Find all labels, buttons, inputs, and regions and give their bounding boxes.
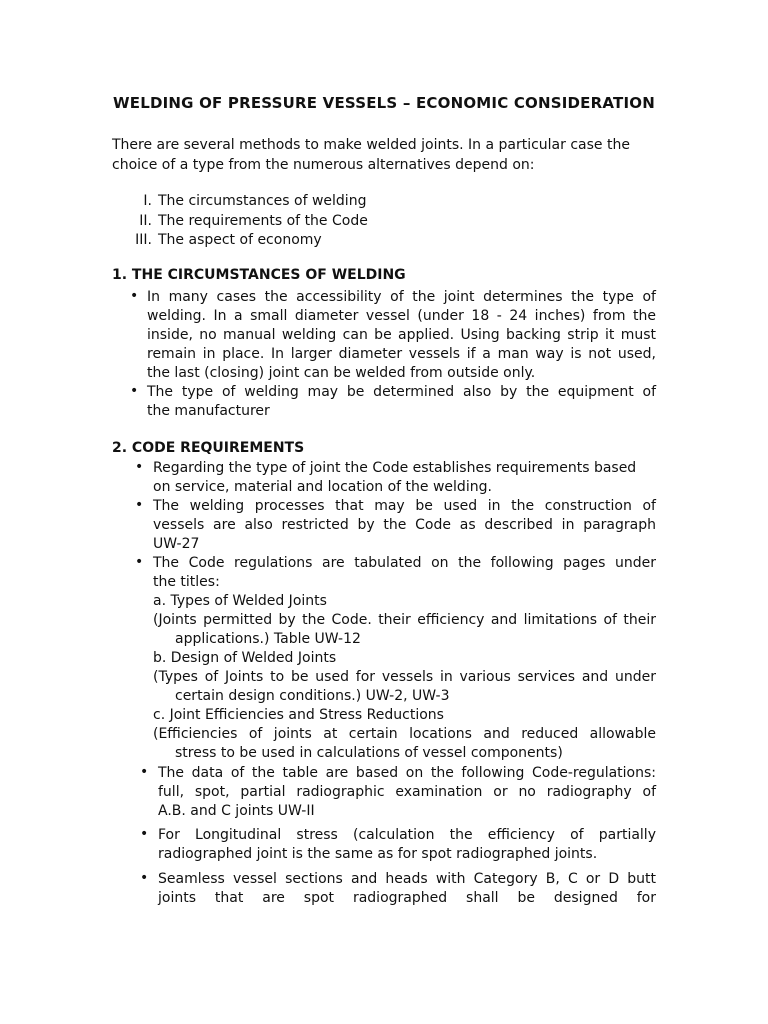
- sub-item-a: a. Types of Welded Joints: [153, 593, 327, 609]
- bullet-text: radiographed joint is the same as for spot radiographed joints.: [158, 846, 598, 862]
- bullet-text: full, spot, partial radiographic examination or no radiography of: [158, 784, 656, 800]
- bullet-icon: •: [135, 497, 144, 513]
- bullet-icon: •: [140, 870, 149, 886]
- bullet-text: A.B. and C joints UW-II: [158, 803, 315, 819]
- sub-item-desc: (Efficiencies of joints at certain locations and reduced allowable: [153, 726, 656, 742]
- bullet-text: inside, no manual welding can be applied. Using backing strip it must: [147, 327, 656, 343]
- bullet-text: the titles:: [153, 574, 220, 590]
- sub-item-b: b. Design of Welded Joints: [153, 650, 337, 666]
- bullet-icon: •: [135, 554, 144, 570]
- bullet-text: Regarding the type of joint the Code establishes requirements based: [153, 460, 637, 476]
- sub-item-desc: stress to be used in calculations of vessel components): [175, 745, 563, 761]
- bullet-icon: •: [135, 459, 144, 475]
- bullet-text: The type of welding may be determined also by the equipment of: [147, 384, 656, 400]
- bullet-text: The welding processes that may be used in the construction of: [153, 498, 656, 514]
- bullet-text: remain in place. In larger diameter vessels if a man way is not used,: [147, 346, 656, 362]
- bullet-text: UW-27: [153, 536, 200, 552]
- bullet-text: joints that are spot radiographed shall be designed for: [158, 890, 656, 906]
- bullet-text: Seamless vessel sections and heads with Category B, C or D butt: [158, 871, 656, 887]
- sub-item-desc: (Types of Joints to be used for vessels in various services and under: [153, 669, 656, 685]
- intro-line: There are several methods to make welded joints. In a particular case the: [112, 137, 630, 153]
- list-item-text: The requirements of the Code: [158, 212, 368, 229]
- bullet-icon: •: [130, 288, 139, 304]
- page-title: WELDING OF PRESSURE VESSELS – ECONOMIC CONSIDERATION: [113, 94, 655, 112]
- sub-item-desc: (Joints permitted by the Code. their efficiency and limitations of their: [153, 612, 656, 628]
- intro-line: choice of a type from the numerous alternatives depend on:: [112, 156, 535, 173]
- list-marker: I.: [143, 193, 152, 209]
- section-heading: 1. THE CIRCUMSTANCES OF WELDING: [112, 267, 406, 283]
- bullet-text: In many cases the accessibility of the joint determines the type of: [147, 289, 656, 305]
- list-item-text: The aspect of economy: [158, 232, 322, 248]
- bullet-text: The Code regulations are tabulated on the following pages under: [153, 555, 656, 571]
- bullet-text: the last (closing) joint can be welded from outside only.: [147, 365, 536, 381]
- list-marker: II.: [139, 212, 152, 229]
- bullet-text: vessels are also restricted by the Code as described in paragraph: [153, 517, 656, 533]
- bullet-icon: •: [140, 826, 149, 842]
- bullet-icon: •: [140, 764, 149, 780]
- bullet-text: For Longitudinal stress (calculation the efficiency of partially: [158, 827, 656, 843]
- list-marker: III.: [135, 232, 152, 248]
- bullet-text: on service, material and location of the welding.: [153, 479, 492, 495]
- bullet-icon: •: [130, 383, 139, 399]
- bullet-text: the manufacturer: [147, 403, 270, 419]
- bullet-text: The data of the table are based on the following Code-regulations:: [158, 765, 656, 781]
- intro-paragraph: [112, 136, 657, 175]
- bullet-text: welding. In a small diameter vessel (under 18 - 24 inches) from the: [147, 308, 656, 324]
- sub-item-c: c. Joint Efficiencies and Stress Reductions: [153, 707, 444, 723]
- sub-item-desc: certain design conditions.) UW-2, UW-3: [175, 688, 450, 704]
- section-heading: 2. CODE REQUIREMENTS: [112, 440, 305, 456]
- sub-item-desc: applications.) Table UW-12: [175, 631, 361, 647]
- list-item-text: The circumstances of welding: [158, 193, 367, 209]
